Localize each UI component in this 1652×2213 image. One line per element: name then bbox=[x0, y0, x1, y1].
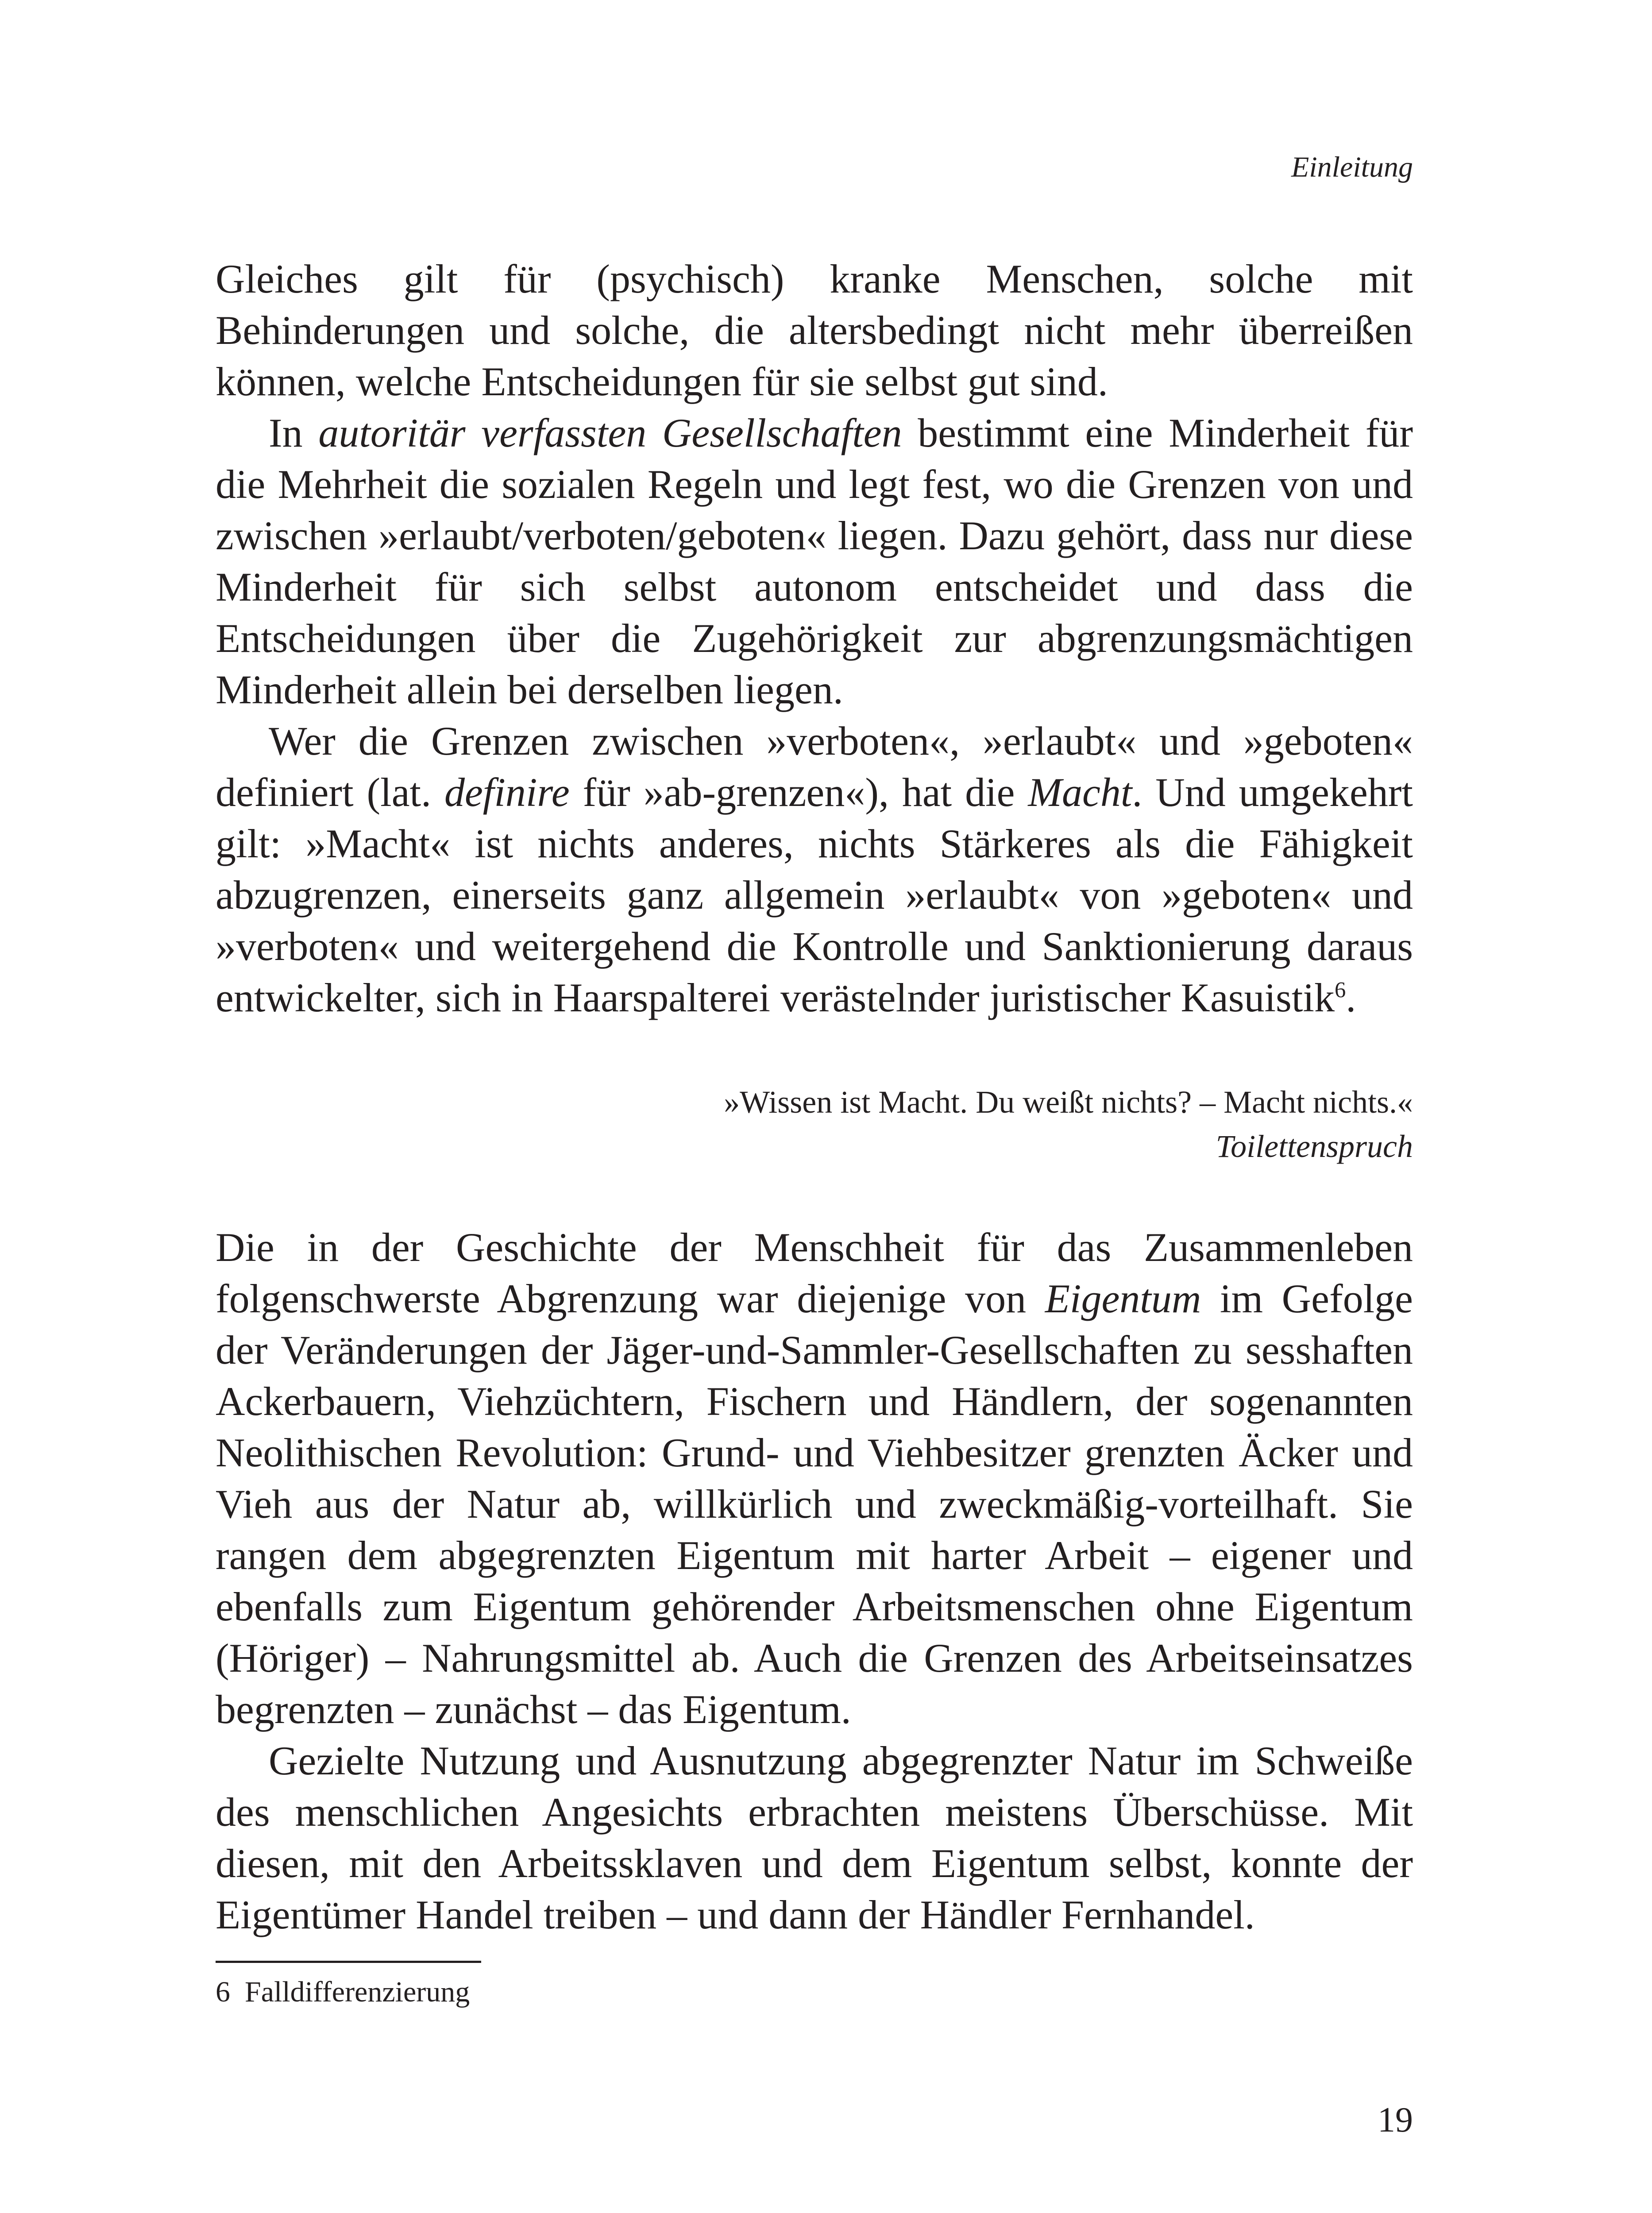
paragraph-3 bbox=[216, 715, 1413, 1023]
epigraph bbox=[724, 1080, 1413, 1168]
paragraph-2-lead: In bbox=[269, 410, 319, 455]
paragraph-5 bbox=[216, 1735, 1413, 1940]
emphasis-autoritaer: autoritär verfassten Gesellschaften bbox=[318, 410, 902, 455]
body-text-bottom bbox=[216, 1222, 1413, 1940]
paragraph-4 bbox=[216, 1222, 1413, 1735]
paragraph-5-text: Gezielte Nutzung und Ausnutzung abgegrenzter Natur im Schweiße des menschlichen Angesichts erbrachten meistens Überschüsse. Mit diesen, mit den Arbeitssklaven und dem Eigentum selbst, konnte der Eigentümer Handel treiben – und dann der Händler Fernhandel. bbox=[216, 1738, 1413, 1937]
paragraph-3-end: . bbox=[1346, 975, 1356, 1020]
paragraph-1-text: Gleiches gilt für (psychisch) kranke Menschen, solche mit Behinderungen und solche, die altersbedingt nicht mehr überreißen können, welche Entscheidungen für sie selbst gut sind. bbox=[216, 256, 1413, 404]
footnote-divider bbox=[216, 1961, 481, 1963]
emphasis-definire: definire bbox=[444, 770, 570, 815]
body-text-top bbox=[216, 253, 1413, 1023]
paragraph-4-part-a: Die in der Geschichte der Menschheit für das Zusammenleben folgenschwerste Abgrenzung war diejenige von bbox=[216, 1225, 1413, 1321]
paragraph-3-part-c: . Und umgekehrt gilt: »Macht« ist nichts anderes, nichts Stärkeres als die Fähigkeit abzugrenzen, einerseits ganz allgemein »erlaubt« von »geboten« und »verboten« und weitergehend die Kontrolle und Sanktionierung daraus entwickelter, sich in Haarspalterei verästelnder juristischer Kasuistik bbox=[216, 770, 1413, 1020]
paragraph-3-part-b: für »ab-grenzen«), hat die bbox=[569, 770, 1028, 815]
paragraph-2-rest: bestimmt eine Minderheit für die Mehrheit die sozialen Regeln und legt fest, wo die Grenzen von und zwischen »erlaubt/verboten/geboten« liegen. Dazu gehört, dass nur diese Minderheit für sich selbst autonom entscheidet und dass die Entscheidungen über die Zugehörigkeit zur abgrenzungsmächtigen Minderheit allein bei derselben liegen. bbox=[216, 410, 1413, 712]
emphasis-macht: Macht bbox=[1028, 770, 1132, 815]
paragraph-1 bbox=[216, 253, 1413, 407]
footnote-number: 6 bbox=[216, 1976, 230, 2008]
paragraph-4-part-b: im Gefolge der Veränderungen der Jäger-und-Sammler-Gesellschaften zu sesshaften Ackerbauern, Viehzüchtern, Fischern und Händlern, der sogenannten Neolithischen Revolution: Grund- und Viehbesitzer grenzten Äcker und Vieh aus der Natur ab, willkürlich und zweckmäßig-vorteilhaft. Sie rangen dem abgegrenzten Eigentum mit harter Arbeit – eigener und ebenfalls zum Eigentum gehörender Arbeitsmenschen ohne Eigentum (Höriger) – Nahrungsmittel ab. Auch die Grenzen des Arbeitseinsatzes begrenzten – zunächst – das Eigentum. bbox=[216, 1276, 1413, 1732]
footnote-reference[interactable]: 6 bbox=[1334, 977, 1346, 1002]
page-number: 19 bbox=[1378, 2101, 1413, 2140]
epigraph-quote: »Wissen ist Macht. Du weißt nichts? – Macht nichts.« bbox=[724, 1084, 1413, 1120]
emphasis-eigentum: Eigentum bbox=[1045, 1276, 1201, 1321]
running-head: Einleitung bbox=[1291, 151, 1413, 183]
paragraph-2 bbox=[216, 407, 1413, 715]
paragraph-3-part-a: Wer die Grenzen zwischen »verboten«, »erlaubt« und »geboten« definiert (lat. bbox=[216, 718, 1413, 815]
footnote-text: Falldifferenzierung bbox=[245, 1976, 470, 2008]
epigraph-source: Toilettenspruch bbox=[1216, 1129, 1413, 1164]
footnote bbox=[216, 1978, 470, 2007]
